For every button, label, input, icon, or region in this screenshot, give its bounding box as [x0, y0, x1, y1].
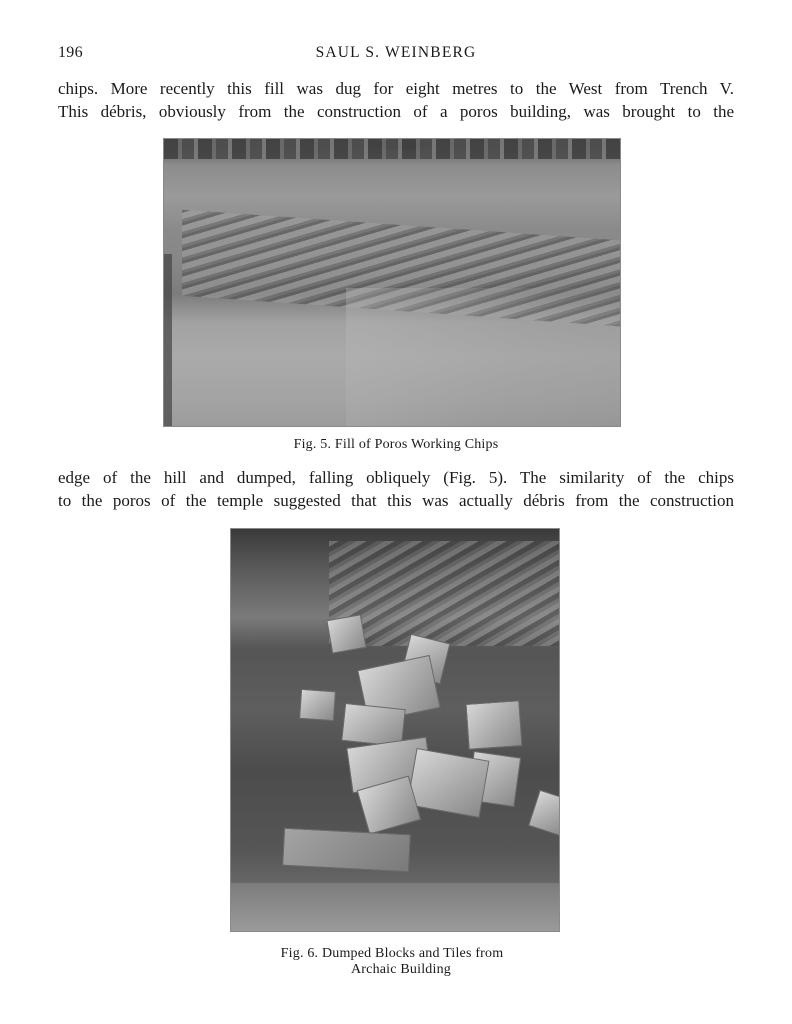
text-line: This débris, obviously from the construction of a poros building, was brought to the: [58, 102, 734, 121]
figure-6-caption: [0, 946, 792, 978]
figure-6-photograph: [230, 528, 560, 932]
text-line: chips. More recently this fill was dug for eight metres to the West from Trench V.: [58, 79, 734, 98]
caption-line: Archaic Building: [350, 962, 451, 977]
text-line: edge of the hill and dumped, falling obliquely (Fig. 5). The similarity of the chips: [58, 468, 734, 487]
body-paragraph: [58, 466, 734, 512]
page-number: 196: [58, 44, 83, 61]
figure-5-photograph: [163, 138, 621, 427]
caption-line: Fig. 6. Dumped Blocks and Tiles from: [280, 946, 504, 961]
body-paragraph: [58, 77, 734, 123]
figure-5-caption: [0, 437, 792, 453]
caption-line: Fig. 5. Fill of Poros Working Chips: [293, 437, 499, 452]
text-line: to the poros of the temple suggested that this was actually débris from the construction: [58, 491, 734, 510]
running-head: SAUL S. WEINBERG: [315, 44, 477, 61]
